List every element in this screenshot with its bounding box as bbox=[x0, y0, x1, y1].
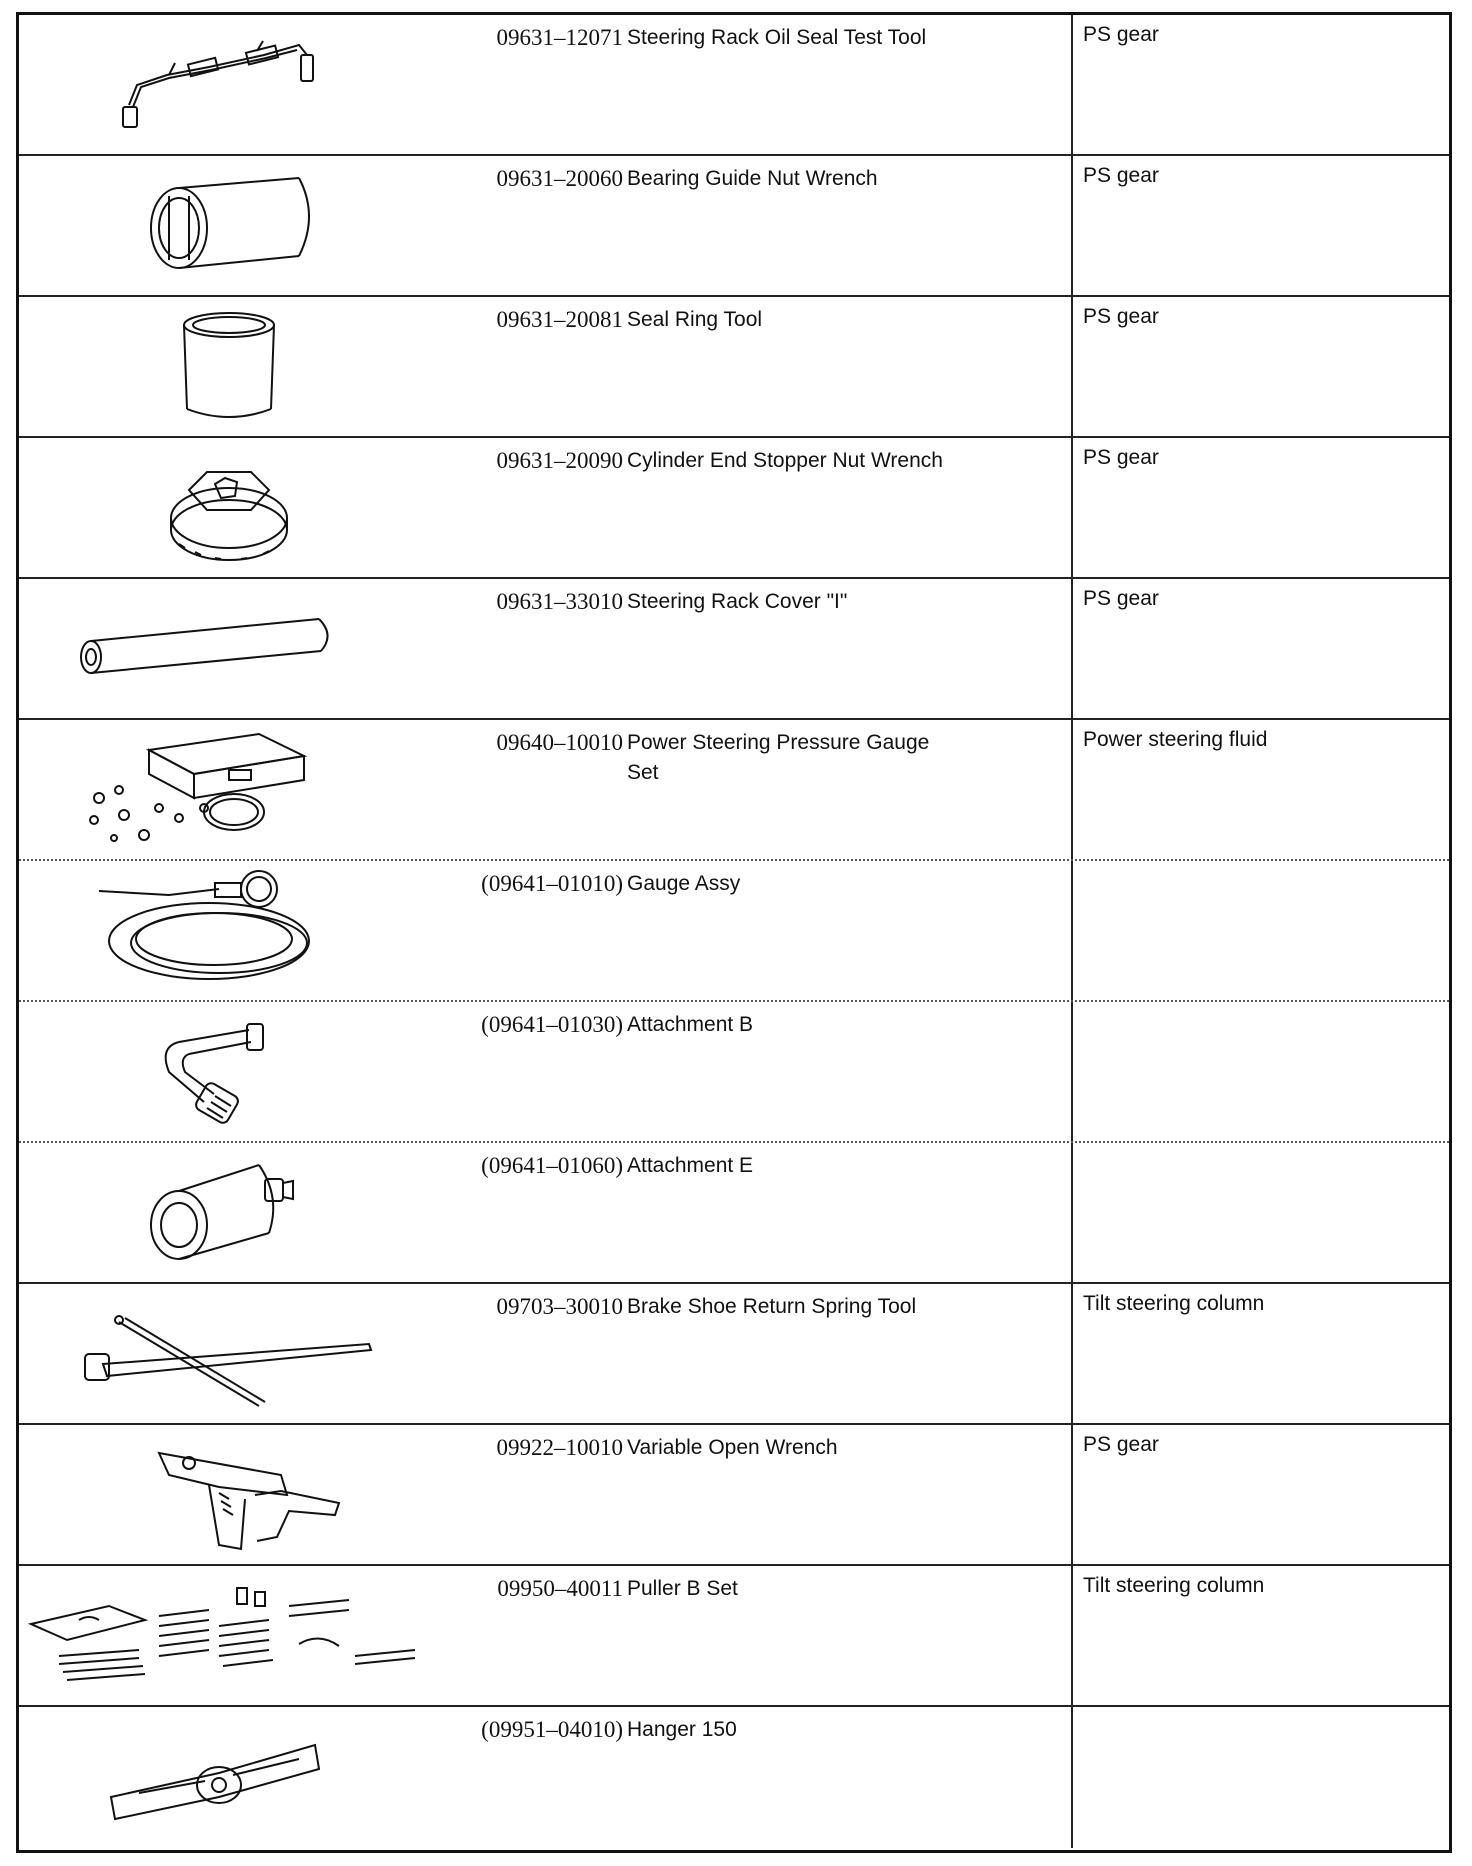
table-row bbox=[19, 156, 1449, 297]
tool-usage bbox=[1071, 1143, 1449, 1282]
tool-name: Cylinder End Stopper Nut Wrench bbox=[627, 449, 943, 472]
tool-usage bbox=[1071, 861, 1449, 1000]
table-row bbox=[19, 1425, 1449, 1566]
part-number: (09951–04010) bbox=[481, 1717, 623, 1742]
tool-usage: Power steering fluid bbox=[1071, 720, 1449, 859]
hex-nut-wrench-icon bbox=[19, 438, 419, 577]
part-number: (09641–01060) bbox=[481, 1153, 623, 1178]
tool-name: Puller B Set bbox=[627, 1577, 738, 1600]
table-row bbox=[19, 1707, 1449, 1848]
hex-adapter-icon bbox=[19, 1143, 419, 1282]
tool-usage: Tilt steering column bbox=[1071, 1566, 1449, 1705]
part-number: 09631–20090 bbox=[496, 448, 623, 473]
special-tools-table bbox=[16, 12, 1452, 1853]
adjustable-wrench-icon bbox=[19, 1425, 419, 1564]
gauge-set-case-icon bbox=[19, 720, 419, 859]
spring-tool-icon bbox=[19, 1284, 419, 1423]
tool-name: Attachment B bbox=[627, 1013, 754, 1036]
tool-usage: PS gear bbox=[1071, 579, 1449, 718]
part-number: (09641–01010) bbox=[481, 871, 623, 896]
gauge-hose-icon bbox=[19, 861, 419, 1000]
part-number: 09703–30010 bbox=[496, 1294, 623, 1319]
tool-name: Power Steering Pressure Gauge Set bbox=[627, 731, 930, 784]
part-number: 09631–20060 bbox=[496, 166, 623, 191]
tool-name: Attachment E bbox=[627, 1154, 754, 1177]
hanger-bar-icon bbox=[19, 1707, 419, 1848]
tool-usage: PS gear bbox=[1071, 1425, 1449, 1564]
table-row bbox=[19, 438, 1449, 579]
tool-usage: PS gear bbox=[1071, 438, 1449, 577]
tool-name: Steering Rack Cover "I" bbox=[627, 590, 848, 613]
table-row bbox=[19, 861, 1449, 1002]
part-number: 09631–20081 bbox=[496, 307, 623, 332]
rack-cover-tube-icon bbox=[19, 579, 419, 718]
tool-usage: PS gear bbox=[1071, 297, 1449, 436]
table-row bbox=[19, 1566, 1449, 1707]
puller-set-parts-icon bbox=[19, 1566, 419, 1705]
tool-name: Bearing Guide Nut Wrench bbox=[627, 167, 878, 190]
part-number: 09631–33010 bbox=[496, 589, 623, 614]
tool-usage: PS gear bbox=[1071, 156, 1449, 295]
part-number: 09922–10010 bbox=[496, 1435, 623, 1460]
tool-usage: Tilt steering column bbox=[1071, 1284, 1449, 1423]
table-row bbox=[19, 1002, 1449, 1143]
tool-name: Variable Open Wrench bbox=[627, 1436, 838, 1459]
cylinder-wrench-icon bbox=[19, 156, 419, 295]
tool-name: Steering Rack Oil Seal Test Tool bbox=[627, 26, 927, 49]
tool-name: Gauge Assy bbox=[627, 872, 741, 895]
table-row bbox=[19, 579, 1449, 720]
table-row bbox=[19, 1143, 1449, 1284]
tool-name: Hanger 150 bbox=[627, 1718, 737, 1741]
table-row bbox=[19, 720, 1449, 861]
tool-usage bbox=[1071, 1707, 1449, 1848]
bent-pipe-fitting-icon bbox=[19, 1002, 419, 1141]
tool-name: Seal Ring Tool bbox=[627, 308, 763, 331]
table-row bbox=[19, 297, 1449, 438]
part-number: 09640–10010 bbox=[496, 730, 623, 755]
test-tube-line-icon bbox=[19, 15, 419, 154]
tool-usage bbox=[1071, 1002, 1449, 1141]
table-row bbox=[19, 15, 1449, 156]
part-number: (09641–01030) bbox=[481, 1012, 623, 1037]
part-number: 09950–40011 bbox=[497, 1576, 623, 1601]
tool-usage: PS gear bbox=[1071, 15, 1449, 154]
part-number: 09631–12071 bbox=[496, 25, 623, 50]
tool-name: Brake Shoe Return Spring Tool bbox=[627, 1295, 917, 1318]
table-row bbox=[19, 1284, 1449, 1425]
seal-ring-cylinder-icon bbox=[19, 297, 419, 436]
